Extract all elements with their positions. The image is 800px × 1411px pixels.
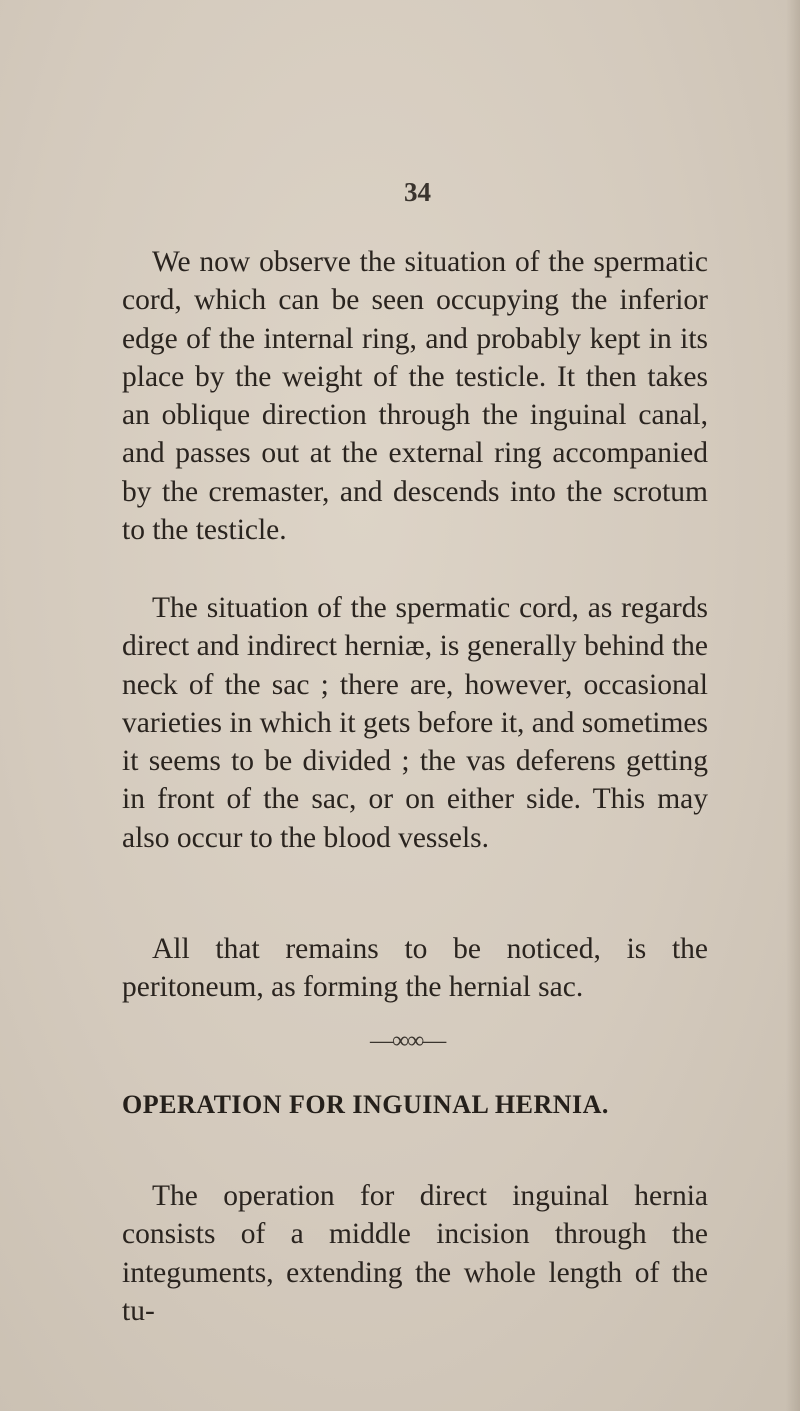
paragraph-spermatic-cord-situation	[122, 243, 708, 549]
section-divider-ornament: —∞∞—	[370, 1028, 445, 1054]
page-number: 34	[404, 177, 431, 207]
paragraph-text: The situation of the spermatic cord, as regards direct and indirect herniæ, is generally behind the neck of the sac ; there are, however, occasional varieties in which it gets before it, and sometimes it seems to be divided ; the vas deferens getting in front of the sac, or on either side. This may also occur to the blood vessels.	[122, 592, 708, 854]
paragraph-cord-and-herniae	[122, 589, 708, 857]
paragraph-operation	[122, 1177, 708, 1330]
paragraph-text: All that remains to be noticed, is the peritoneum, as forming the hernial sac.	[122, 933, 708, 1004]
section-heading: OPERATION FOR INGUINAL HERNIA.	[122, 1090, 609, 1119]
paragraph-text: The operation for direct inguinal hernia consists of a middle incision through the integuments, extending the whole length of the tu-	[122, 1180, 708, 1327]
paragraph-peritoneum	[122, 930, 708, 1007]
paragraph-text: We now observe the situation of the spermatic cord, which can be seen occupying the inferior edge of the internal ring, and probably kept in its place by the weight of the testicle. It then takes an oblique direction through the inguinal canal, and passes out at the external ring accompanied by the cremaster, and descends into the scrotum to the testicle.	[122, 246, 708, 547]
